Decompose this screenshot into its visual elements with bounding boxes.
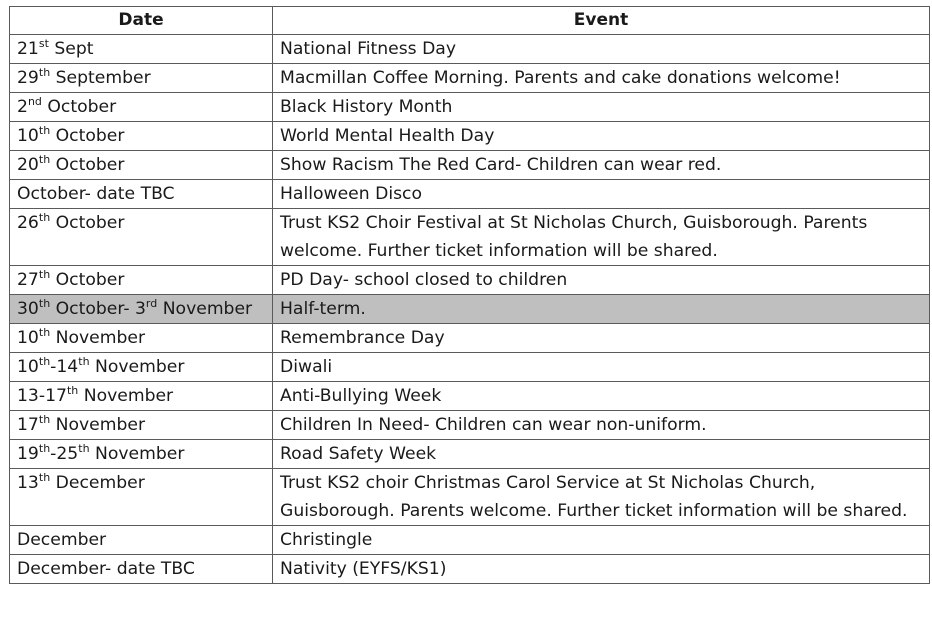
- date-ordinal-suffix: th: [78, 441, 90, 455]
- date-cell: [10, 35, 273, 64]
- date-cell: [10, 526, 273, 555]
- event-cell: Black History Month: [273, 93, 930, 122]
- table-row: [10, 440, 930, 469]
- date-cell: [10, 411, 273, 440]
- event-cell: Nativity (EYFS/KS1): [273, 555, 930, 584]
- table-row: [10, 122, 930, 151]
- table-row: [10, 35, 930, 64]
- date-text: December: [50, 473, 145, 493]
- date-text: 10: [17, 357, 39, 377]
- table-row: [10, 64, 930, 93]
- table-row: [10, 469, 930, 526]
- date-text: 27: [17, 270, 39, 290]
- table-row: [10, 151, 930, 180]
- date-text: 13-17: [17, 386, 67, 406]
- event-column-header: Event: [273, 7, 930, 35]
- date-text: October: [50, 155, 125, 175]
- date-text: December- date TBC: [17, 559, 195, 579]
- event-cell: Remembrance Day: [273, 324, 930, 353]
- date-text: October: [50, 126, 125, 146]
- table-row: [10, 209, 930, 266]
- date-cell: [10, 180, 273, 209]
- date-cell: [10, 440, 273, 469]
- date-ordinal-suffix: th: [38, 470, 51, 484]
- event-cell: Children In Need- Children can wear non-uniform.: [273, 411, 930, 440]
- date-text: 17: [17, 415, 39, 435]
- date-text: 20: [17, 155, 39, 175]
- event-cell: PD Day- school closed to children: [273, 266, 930, 295]
- date-cell: [10, 555, 273, 584]
- date-ordinal-suffix: th: [38, 296, 51, 310]
- event-cell: Anti-Bullying Week: [273, 382, 930, 411]
- date-text: October- date TBC: [17, 184, 175, 204]
- table-row: [10, 93, 930, 122]
- table-row: [10, 555, 930, 584]
- date-text: October- 3: [50, 299, 146, 319]
- date-text: Sept: [48, 39, 94, 59]
- table-row: [10, 180, 930, 209]
- date-cell: [10, 469, 273, 526]
- date-ordinal-suffix: th: [38, 267, 51, 281]
- date-text: October: [50, 213, 125, 233]
- date-cell: [10, 151, 273, 180]
- date-ordinal-suffix: nd: [27, 94, 42, 108]
- date-column-header: Date: [10, 7, 273, 35]
- header-row: [10, 7, 930, 35]
- date-ordinal-suffix: th: [38, 412, 51, 426]
- date-text: -25: [50, 444, 79, 464]
- event-cell: National Fitness Day: [273, 35, 930, 64]
- date-ordinal-suffix: th: [38, 65, 51, 79]
- table-row: [10, 353, 930, 382]
- event-cell: Half-term.: [273, 295, 930, 324]
- date-text: November: [78, 386, 174, 406]
- date-text: 10: [17, 328, 39, 348]
- event-cell: Road Safety Week: [273, 440, 930, 469]
- date-text: 13: [17, 473, 39, 493]
- date-text: 19: [17, 444, 39, 464]
- table-row: [10, 382, 930, 411]
- event-cell: Christingle: [273, 526, 930, 555]
- date-ordinal-suffix: th: [78, 354, 90, 368]
- date-ordinal-suffix: th: [38, 441, 51, 455]
- date-cell: [10, 266, 273, 295]
- date-ordinal-suffix: th: [38, 123, 51, 137]
- date-text: October: [41, 97, 117, 117]
- date-cell: [10, 295, 273, 324]
- event-cell: Trust KS2 choir Christmas Carol Service at St Nicholas Church, Guisborough. Parents welcome. Further ticket information will be shared.: [273, 469, 930, 526]
- date-text: September: [50, 68, 151, 88]
- event-cell: Trust KS2 Choir Festival at St Nicholas Church, Guisborough. Parents welcome. Further ticket information will be shared.: [273, 209, 930, 266]
- date-text: -14: [50, 357, 79, 377]
- date-text: November: [157, 299, 253, 319]
- date-cell: [10, 324, 273, 353]
- event-cell: Show Racism The Red Card- Children can wear red.: [273, 151, 930, 180]
- table-row: [10, 411, 930, 440]
- event-cell: Macmillan Coffee Morning. Parents and cake donations welcome!: [273, 64, 930, 93]
- table-row: [10, 324, 930, 353]
- date-cell: [10, 382, 273, 411]
- date-text: 21: [17, 39, 39, 59]
- events-body: [10, 35, 930, 584]
- date-ordinal-suffix: st: [38, 36, 49, 50]
- date-cell: [10, 93, 273, 122]
- date-ordinal-suffix: th: [38, 354, 51, 368]
- date-ordinal-suffix: th: [38, 325, 51, 339]
- date-ordinal-suffix: th: [66, 383, 79, 397]
- date-text: November: [89, 357, 185, 377]
- table-row: [10, 295, 930, 324]
- date-text: 2: [17, 97, 28, 117]
- date-ordinal-suffix: rd: [145, 296, 158, 310]
- date-ordinal-suffix: th: [38, 210, 51, 224]
- table-row: [10, 526, 930, 555]
- event-cell: World Mental Health Day: [273, 122, 930, 151]
- date-cell: [10, 64, 273, 93]
- date-cell: [10, 209, 273, 266]
- event-cell: Halloween Disco: [273, 180, 930, 209]
- date-cell: [10, 122, 273, 151]
- table-row: [10, 266, 930, 295]
- date-text: October: [50, 270, 125, 290]
- date-text: 30: [17, 299, 39, 319]
- date-text: 29: [17, 68, 39, 88]
- events-table: [9, 6, 930, 584]
- date-text: November: [50, 328, 146, 348]
- date-cell: [10, 353, 273, 382]
- date-ordinal-suffix: th: [38, 152, 51, 166]
- date-text: December: [17, 530, 107, 550]
- event-cell: Diwali: [273, 353, 930, 382]
- date-text: 10: [17, 126, 39, 146]
- date-text: 26: [17, 213, 39, 233]
- date-text: November: [89, 444, 185, 464]
- date-text: November: [50, 415, 146, 435]
